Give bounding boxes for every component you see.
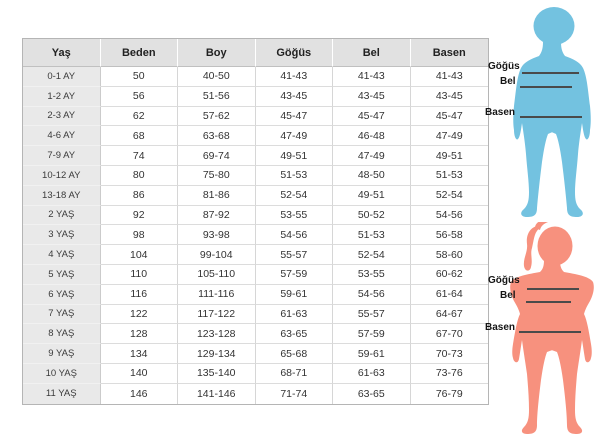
row-header: 10 YAŞ <box>23 364 101 384</box>
table-cell: 47-49 <box>256 126 334 146</box>
table-cell: 56-58 <box>411 225 489 245</box>
table-cell: 56 <box>101 87 179 107</box>
row-header: 5 YAŞ <box>23 265 101 285</box>
row-header: 8 YAŞ <box>23 324 101 344</box>
row-header: 13-18 AY <box>23 186 101 206</box>
boy-waist-label: Bel <box>500 76 516 87</box>
row-header: 7 YAŞ <box>23 305 101 325</box>
girl-waist-label: Bel <box>500 290 516 301</box>
table-cell: 50-52 <box>333 206 411 226</box>
table-cell: 47-49 <box>411 126 489 146</box>
boy-hip-line <box>520 116 582 118</box>
boy-waist-line <box>520 86 572 88</box>
table-cell: 69-74 <box>178 146 256 166</box>
column-header: Basen <box>411 39 489 67</box>
table-cell: 67-70 <box>411 324 489 344</box>
table-cell: 128 <box>101 324 179 344</box>
table-cell: 111-116 <box>178 285 256 305</box>
table-row <box>23 206 488 226</box>
table-cell: 70-73 <box>411 344 489 364</box>
table-cell: 47-49 <box>333 146 411 166</box>
table-cell: 110 <box>101 265 179 285</box>
girl-waist-line <box>526 301 571 303</box>
table-row <box>23 146 488 166</box>
table-cell: 46-48 <box>333 126 411 146</box>
table-cell: 49-51 <box>333 186 411 206</box>
table-row <box>23 324 488 344</box>
table-cell: 60-62 <box>411 265 489 285</box>
table-cell: 63-68 <box>178 126 256 146</box>
table-cell: 49-51 <box>256 146 334 166</box>
table-cell: 53-55 <box>256 206 334 226</box>
table-cell: 63-65 <box>333 384 411 404</box>
table-cell: 57-59 <box>256 265 334 285</box>
table-cell: 105-110 <box>178 265 256 285</box>
table-row <box>23 87 488 107</box>
table-row <box>23 305 488 325</box>
table-cell: 61-63 <box>333 364 411 384</box>
row-header: 9 YAŞ <box>23 344 101 364</box>
row-header: 2 YAŞ <box>23 206 101 226</box>
table-cell: 54-56 <box>256 225 334 245</box>
table-cell: 45-47 <box>256 107 334 127</box>
row-header: 7-9 AY <box>23 146 101 166</box>
table-cell: 76-79 <box>411 384 489 404</box>
table-row <box>23 225 488 245</box>
boy-silhouette <box>502 6 600 222</box>
table-cell: 61-64 <box>411 285 489 305</box>
table-cell: 64-67 <box>411 305 489 325</box>
table-cell: 58-60 <box>411 245 489 265</box>
table-cell: 45-47 <box>333 107 411 127</box>
table-cell: 55-57 <box>256 245 334 265</box>
table-cell: 71-74 <box>256 384 334 404</box>
size-table <box>22 38 489 405</box>
table-cell: 52-54 <box>411 186 489 206</box>
row-header: 11 YAŞ <box>23 384 101 404</box>
table-cell: 41-43 <box>333 67 411 87</box>
table-cell: 53-55 <box>333 265 411 285</box>
boy-hip-label: Basen <box>485 107 516 118</box>
table-cell: 52-54 <box>333 245 411 265</box>
row-header: 3 YAŞ <box>23 225 101 245</box>
table-cell: 61-63 <box>256 305 334 325</box>
table-row <box>23 107 488 127</box>
column-header: Göğüs <box>256 39 334 67</box>
table-cell: 49-51 <box>411 146 489 166</box>
row-header: 6 YAŞ <box>23 285 101 305</box>
table-cell: 54-56 <box>411 206 489 226</box>
table-cell: 86 <box>101 186 179 206</box>
table-cell: 48-50 <box>333 166 411 186</box>
table-cell: 81-86 <box>178 186 256 206</box>
table-cell: 68-71 <box>256 364 334 384</box>
table-cell: 123-128 <box>178 324 256 344</box>
boy-chest-line <box>522 72 579 74</box>
table-cell: 41-43 <box>411 67 489 87</box>
table-row <box>23 364 488 384</box>
table-cell: 75-80 <box>178 166 256 186</box>
column-header: Bel <box>333 39 411 67</box>
girl-hip-label: Basen <box>485 322 516 333</box>
table-cell: 54-56 <box>333 285 411 305</box>
boy-chest-label: Göğüs <box>488 61 520 72</box>
table-row <box>23 126 488 146</box>
table-cell: 135-140 <box>178 364 256 384</box>
row-header: 4 YAŞ <box>23 245 101 265</box>
column-header: Boy <box>178 39 256 67</box>
table-cell: 129-134 <box>178 344 256 364</box>
table-cell: 51-56 <box>178 87 256 107</box>
table-row <box>23 166 488 186</box>
girl-chest-label: Göğüs <box>488 275 520 286</box>
row-header: 1-2 AY <box>23 87 101 107</box>
table-cell: 59-61 <box>333 344 411 364</box>
table-cell: 52-54 <box>256 186 334 206</box>
table-cell: 74 <box>101 146 179 166</box>
table-row <box>23 67 488 87</box>
table-cell: 57-59 <box>333 324 411 344</box>
table-cell: 43-45 <box>411 87 489 107</box>
table-cell: 43-45 <box>333 87 411 107</box>
table-cell: 68 <box>101 126 179 146</box>
table-cell: 134 <box>101 344 179 364</box>
table-cell: 87-92 <box>178 206 256 226</box>
table-cell: 98 <box>101 225 179 245</box>
column-header: Beden <box>101 39 179 67</box>
table-cell: 62 <box>101 107 179 127</box>
table-cell: 51-53 <box>256 166 334 186</box>
table-cell: 99-104 <box>178 245 256 265</box>
table-cell: 40-50 <box>178 67 256 87</box>
table-cell: 57-62 <box>178 107 256 127</box>
table-row <box>23 186 488 206</box>
row-header: 10-12 AY <box>23 166 101 186</box>
table-cell: 43-45 <box>256 87 334 107</box>
table-cell: 41-43 <box>256 67 334 87</box>
table-cell: 51-53 <box>333 225 411 245</box>
column-header: Yaş <box>23 39 101 67</box>
table-row <box>23 285 488 305</box>
table-cell: 140 <box>101 364 179 384</box>
table-cell: 73-76 <box>411 364 489 384</box>
table-cell: 92 <box>101 206 179 226</box>
table-cell: 45-47 <box>411 107 489 127</box>
row-header: 2-3 AY <box>23 107 101 127</box>
ponytail <box>524 226 540 271</box>
table-header-row <box>23 39 488 67</box>
table-cell: 116 <box>101 285 179 305</box>
girl-hip-line <box>519 331 581 333</box>
table-row <box>23 384 488 404</box>
table-cell: 51-53 <box>411 166 489 186</box>
table-cell: 146 <box>101 384 179 404</box>
table-row <box>23 265 488 285</box>
table-cell: 93-98 <box>178 225 256 245</box>
row-header: 4-6 AY <box>23 126 101 146</box>
table-cell: 50 <box>101 67 179 87</box>
girl-chest-line <box>527 288 579 290</box>
table-cell: 65-68 <box>256 344 334 364</box>
table-cell: 63-65 <box>256 324 334 344</box>
table-cell: 59-61 <box>256 285 334 305</box>
table-cell: 80 <box>101 166 179 186</box>
table-row <box>23 245 488 265</box>
row-header: 0-1 AY <box>23 67 101 87</box>
table-cell: 117-122 <box>178 305 256 325</box>
table-cell: 122 <box>101 305 179 325</box>
table-row <box>23 344 488 364</box>
table-cell: 141-146 <box>178 384 256 404</box>
table-cell: 55-57 <box>333 305 411 325</box>
table-cell: 104 <box>101 245 179 265</box>
